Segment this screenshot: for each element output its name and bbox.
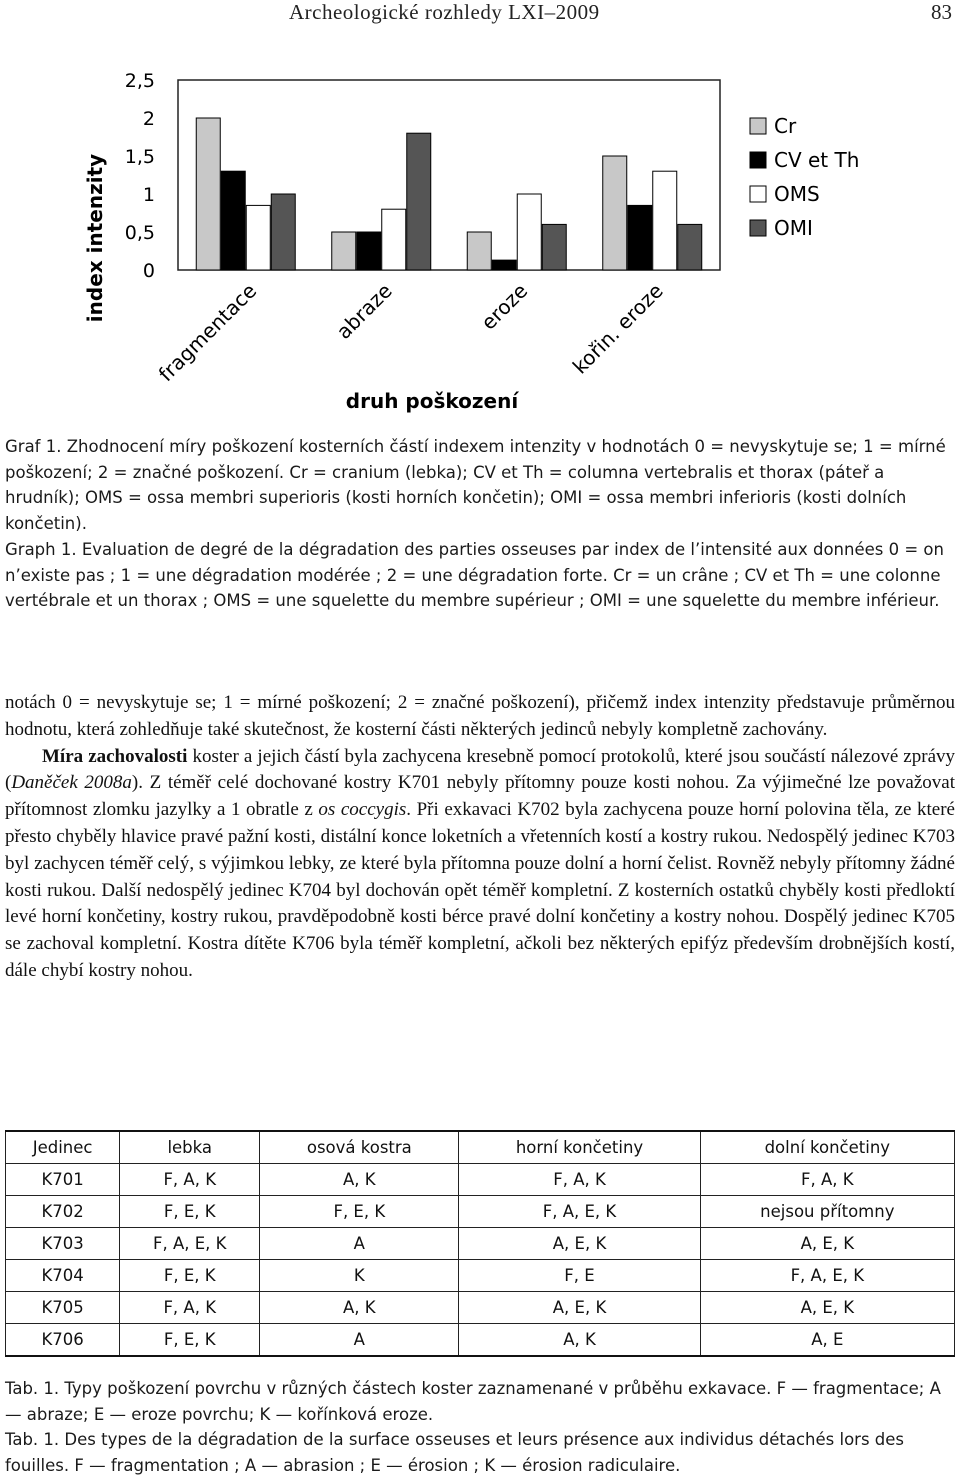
table-cell: A, K [260,1292,459,1324]
table-cell: A, E, K [700,1228,954,1260]
legend-label: CV et Th [774,148,860,172]
table-cell: F, E, K [260,1196,459,1228]
table-cell: A, E, K [700,1292,954,1324]
page-number: 83 [931,0,952,24]
x-tick-label: eroze [476,278,533,335]
table-cell: K [260,1260,459,1292]
table-caption-fr: Tab. 1. Des types de la dégradation de la surface osseuses et leurs présence aux individus détachés lors des fouilles. F — fragmentation ; A — abrasion ; E — érosion ; K — érosion radiculaire. [5,1430,905,1476]
x-tick-label: abraze [331,278,397,344]
y-tick-label: 2,5 [124,70,155,92]
table-cell: F, A, K [120,1292,260,1324]
bar-omi-2 [407,133,431,270]
table-cell: F, A, E, K [120,1228,260,1260]
table-cell: K706 [6,1324,120,1357]
table-cell: F, E, K [120,1196,260,1228]
bar-cv-et-th-3 [492,260,516,270]
citation: Daněček 2008a [11,772,132,794]
y-tick-label: 0,5 [124,222,155,244]
table-row [6,1324,955,1357]
y-tick-label: 0 [142,260,155,282]
table-cell: A, E, K [459,1292,700,1324]
legend-swatch [750,220,766,236]
body-paragraph-1: notách 0 = nevyskytuje se; 1 = mírné poškození; 2 = značné poškození), přičemž index intenzity představuje průměrnou hodnotu, která zohledňuje také skutečnost, že kosterní části některých jedinců nebyly kompletně zachovány. [5,692,955,740]
body-text [5,690,955,985]
table-cell: A, K [459,1324,700,1357]
table-row [6,1228,955,1260]
legend-label: OMS [774,182,820,206]
table-cell: A, E [700,1324,954,1357]
graph-caption-fr: Graph 1. Evaluation de degré de la dégradation des parties osseuses par index de l’intensité aux données 0 = on n’existe pas ; 1 = une dégradation modérée ; 2 = une dégradation forte. Cr = un crâne ; CV et Th = une colonne vertébrale et un thorax ; OMS = une squelette du membre supérieur ; OMI = une squelette du membre inférieur. [5,539,944,611]
table-cell: A [260,1228,459,1260]
damage-types-table [5,1130,955,1357]
chart-ylabel: index intenzity [83,153,107,323]
bar-cv-et-th-2 [357,232,381,270]
running-header-title: Archeologické rozhledy LXI–2009 [289,0,600,24]
table-cell: K702 [6,1196,120,1228]
table-header-cell: dolní končetiny [700,1131,954,1164]
table-header-cell: osová kostra [260,1131,459,1164]
x-tick-label: fragmentace [153,278,262,387]
bar-cv-et-th-1 [221,171,245,270]
table-row [6,1196,955,1228]
table-row [6,1260,955,1292]
table-cell: A, E, K [459,1228,700,1260]
bar-cr-2 [332,232,356,270]
table-cell: nejsou přítomny [700,1196,954,1228]
bar-cr-3 [467,232,491,270]
bar-oms-4 [653,171,677,270]
table-cell: K703 [6,1228,120,1260]
table-cell: F, E, K [120,1260,260,1292]
table-cell: F, A, K [120,1164,260,1196]
body-paragraph-2: Míra zachovalosti koster a jejich částí byla zachycena kresebně pomocí protokolů, které jsou součástí nálezové zprávy (Daněček 2008a). Z téměř celé dochované kostry K701 nebyly přítomny pouze kosti nohou. Za výjimečné lze považovat přítomnost zlomku jazylky a 1 obratle z os coccygis. Při exkavaci K702 byla zachycena pouze horní polovina těla, ze které přesto chyběly hlavice pravé pažní kosti, distální konce loketních a vřetenních kostí a kostry rukou. Nedospělý jedinec K703 byl zachycen téměř celý, s výjimkou lebky, ze které byla přítomna pouze dolní a horní čelist. Rovněž nebyly přítomny žádné kosti rukou. Další nedospělý jedinec K704 byl dochován opět téměř kompletní. Z kosterních ostatků chyběly kosti předloktí levé horní končetiny, kostry rukou, pravděpodobně kosti bérce pravé dolní končetiny a kostry nohou. Dospělý jedinec K705 se zachoval kompletní. Kostra dítěte K706 byla téměř kompletní, ačkoli bez některých epifýz především drobnějších kostí, dále chybí kostry nohou. [5,745,955,981]
bar-cr-4 [603,156,627,270]
latin-term: os coccygis [318,799,407,821]
legend-swatch [750,118,766,134]
bar-omi-4 [678,224,702,270]
table-header-cell: Jedinec [6,1131,120,1164]
table-header-cell: lebka [120,1131,260,1164]
table-caption-cz: Tab. 1. Typy poškození povrchu v různých částech koster zaznamenané v průběhu exkavace. F — fragmentace; A — abraze; E — eroze povrchu; K — kořínková eroze. [5,1379,941,1424]
table-cell: F, E [459,1260,700,1292]
bar-oms-2 [382,209,406,270]
chart-xlabel: druh poškození [345,389,519,413]
x-tick-label: kořin. eroze [567,278,668,379]
table-row [6,1292,955,1324]
table-row [6,1164,955,1196]
table-cell: A, K [260,1164,459,1196]
y-tick-label: 2 [142,108,155,130]
legend-swatch [750,152,766,168]
legend-swatch [750,186,766,202]
table-cell: F, A, E, K [700,1260,954,1292]
term-preservation-degree: Míra zachovalosti [42,745,188,767]
table-cell: A [260,1324,459,1357]
table-caption [5,1376,955,1479]
bar-omi-1 [271,194,295,270]
graph-caption [5,434,955,614]
legend-label: Cr [774,114,797,138]
bar-omi-3 [542,224,566,270]
bar-oms-1 [246,205,270,270]
table-cell: F, A, K [700,1164,954,1196]
legend-label: OMI [774,216,813,240]
table-header-cell: horní končetiny [459,1131,700,1164]
table-cell: K701 [6,1164,120,1196]
table-cell: F, A, E, K [459,1196,700,1228]
y-tick-label: 1 [142,184,155,206]
y-tick-label: 1,5 [124,146,155,168]
table-cell: F, E, K [120,1324,260,1357]
bar-oms-3 [517,194,541,270]
damage-intensity-bar-chart [0,60,960,420]
table-cell: F, A, K [459,1164,700,1196]
table-cell: K705 [6,1292,120,1324]
bar-cv-et-th-4 [628,205,652,270]
bar-cr-1 [196,118,220,270]
graph-caption-cz: Graf 1. Zhodnocení míry poškození kosterních částí indexem intenzity v hodnotách 0 = nevyskytuje se; 1 = mírné poškození; 2 = značné poškození. Cr = cranium (lebka); CV et Th = columna vertebralis et thorax (páteř a hrudník); OMS = ossa membri superioris (kosti horních končetin); OMI = ossa membri inferioris (kosti dolních končetin). [5,437,946,534]
table-cell: K704 [6,1260,120,1292]
